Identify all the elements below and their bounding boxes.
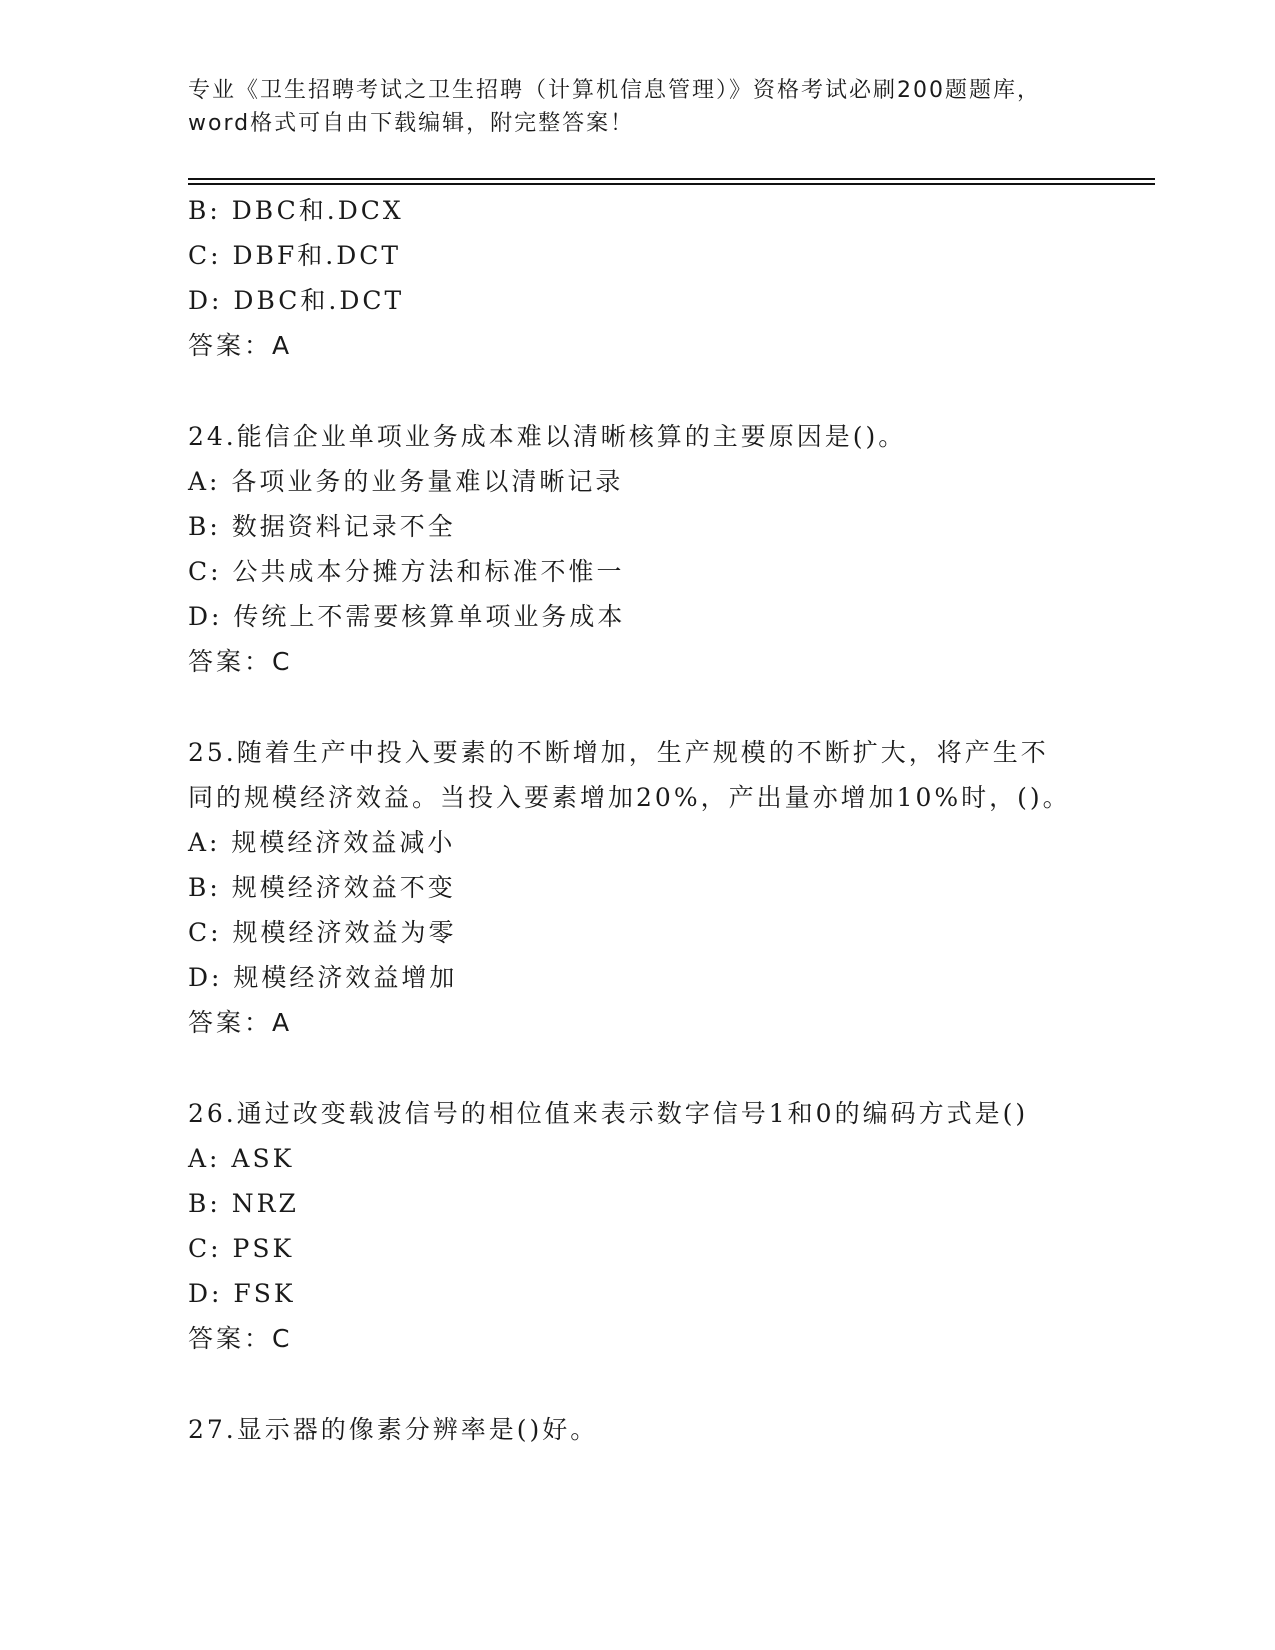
q24-option-a: A: 各项业务的业务量难以清晰记录 [188, 467, 624, 496]
q25-option-d: D: 规模经济效益增加 [188, 963, 458, 992]
q24-option-c: C: 公共成本分摊方法和标准不惟一 [188, 557, 625, 586]
q24-answer: 答案：C [188, 647, 293, 676]
q25-question-line-2: 同的规模经济效益。当投入要素增加20%，产出量亦增加10%时，()。 [188, 783, 1071, 812]
q26-option-c: C: PSK [188, 1234, 295, 1263]
q25-option-c: C: 规模经济效益为零 [188, 918, 457, 947]
header-divider-bottom [188, 183, 1155, 185]
q26-answer: 答案：C [188, 1324, 293, 1353]
q24-question: 24.能信企业单项业务成本难以清晰核算的主要原因是()。 [188, 422, 907, 451]
header-divider-top [188, 178, 1155, 180]
q23-answer: 答案：A [188, 331, 293, 360]
document-header [188, 74, 1088, 140]
q23-option-b: B: DBC和.DCX [188, 196, 404, 225]
q26-option-d: D: FSK [188, 1279, 296, 1308]
q23-option-c: C: DBF和.DCT [188, 241, 402, 270]
q25-option-a: A: 规模经济效益减小 [188, 828, 456, 857]
q24-option-d: D: 传统上不需要核算单项业务成本 [188, 602, 626, 631]
q23-option-d: D: DBC和.DCT [188, 286, 405, 315]
header-title-line-1: 专业《卫生招聘考试之卫生招聘（计算机信息管理）》资格考试必刷200题题库， [188, 78, 1041, 103]
header-title-line-2: word格式可自由下载编辑，附完整答案！ [188, 111, 635, 136]
q26-question: 26.通过改变载波信号的相位值来表示数字信号1和0的编码方式是() [188, 1099, 1029, 1128]
q24-option-b: B: 数据资料记录不全 [188, 512, 456, 541]
q26-option-b: B: NRZ [188, 1189, 299, 1218]
q25-option-b: B: 规模经济效益不变 [188, 873, 456, 902]
q25-question-line-1: 25.随着生产中投入要素的不断增加，生产规模的不断扩大，将产生不 [188, 738, 1049, 767]
q25-answer: 答案：A [188, 1008, 293, 1037]
q27-question: 27.显示器的像素分辨率是()好。 [188, 1415, 599, 1444]
q26-option-a: A: ASK [188, 1144, 295, 1173]
